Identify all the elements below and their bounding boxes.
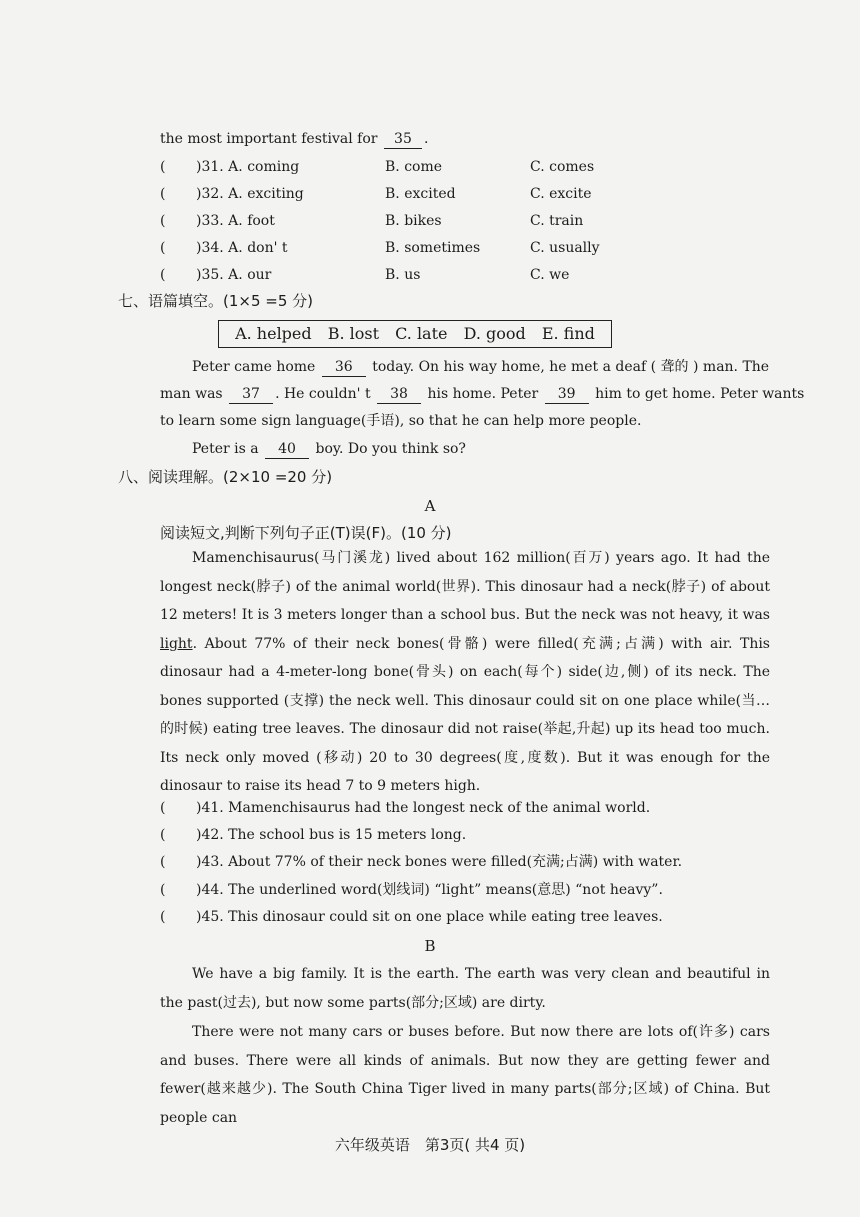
cloze-line-1: Peter came home 36 today. On his way home, he met a deaf ( 聋的 ) man. The xyxy=(192,359,770,375)
cloze-line-3: to learn some sign language(手语), so that he can help more people. xyxy=(160,413,642,429)
underlined-word: light xyxy=(160,635,193,652)
question-44: ( )44. The underlined word(划线词) “light” means(意思) “not heavy”. xyxy=(160,882,663,898)
section-8-title: 八、阅读理解。(2×10 =20 分) xyxy=(118,468,333,486)
word-option: B. lost xyxy=(327,324,380,343)
blank-37: 37 xyxy=(229,385,273,404)
word-option: E. find xyxy=(541,324,595,343)
part-b-label: B xyxy=(424,937,436,955)
word-option: C. late xyxy=(395,324,448,343)
word-option: A. helped xyxy=(235,324,312,343)
blank-35: 35 xyxy=(384,130,422,149)
blank-36: 36 xyxy=(322,358,366,377)
word-option: D. good xyxy=(463,324,526,343)
reading-passage-b-paragraph-1: We have a big family. It is the earth. The earth was very clean and beautiful in the past(过去), but now some parts(部分;区域) are dirty. xyxy=(160,966,770,1011)
question-45: ( )45. This dinosaur could sit on one place while eating tree leaves. xyxy=(160,909,663,925)
reading-passage-b-paragraph-2: There were not many cars or buses before. But now there are lots of(许多) cars and buses. There were all kinds of animals. But now they are getting fewer and fewer(越来越少). The South China Tiger lived in many parts(部分;区域) of China. But people can xyxy=(160,1024,770,1126)
part-a-instruction: 阅读短文,判断下列句子正(T)误(F)。(10 分) xyxy=(160,524,452,542)
word-bank xyxy=(218,320,612,348)
passage-end-line: the most important festival for 35 . xyxy=(160,131,429,147)
part-a-label: A xyxy=(424,497,436,515)
exam-page: the most important festival for 35 . ( )31. A. coming B. come C. comes ( )32. A. exciting B. excited C. excite ( )33. A. foot B. bikes C. train ( )34. A. don' t B. sometimes C. usually ( )35. A. our B. us C. we 七、语篇填空。(1×5 =5 分) A. helped B. lost C. late D. good E. find Peter came home 36 today. On his way home, he met a deaf ( 聋的 ) man. The man was 37 . He couldn' t 38 his home. Peter 39 him to get home. Peter wants to learn some sign language(手语), so that he can help more people. Peter is a 40 boy. Do you think so? 八、阅读理解。(2×10 =20 分) A 阅读短文,判断下列句子正(T)误(F)。(10 分) Mamenchisaurus(马门溪龙) lived about 162 million(百万) years ago. It had the longest neck(脖子) of the animal world(世界). This dinosaur had a neck(脖子) of about 12 meters! It is 3 meters longer than a school bus. But the neck was not heavy, it was light. About 77% of their neck bones(骨骼) were filled(充满;占满) with air. This dinosaur had a 4-meter-long bone(骨头) on each(每个) side(边,侧) of its neck. The bones supported (支撑) the neck well. This dinosaur could sit on one place while(当…的时候) eating tree leaves. The dinosaur did not raise(举起,升起) up its head too much. Its neck only moved (移动) 20 to 30 degrees(度,度数). But it was enough for the dinosaur to raise its head 7 to 9 meters high. ( )41. Mamenchisaurus had the longest neck of the animal world. ( )42. The school bus is 15 meters long. ( )43. About 77% of their neck bones were filled(充满;占满) with water. ( )44. The underlined word(划线词) “light” means(意思) “not heavy”. ( )45. This dinosaur could sit on one place while eating tree leaves. B We have a big family. It is the earth. The earth was very clean and beautiful in the past(过去), but now some parts(部分;区域) are dirty. There were not many cars or buses before. But now there are lots of(许多) cars and buses. There were all kinds of animals. But now they are getting fewer and fewer(越来越少). The South China Tiger lived in many parts(部分;区域) of China. But people can 六年级英语 第3页( 共4 页) xyxy=(0,0,860,1217)
cloze-line-2: man was 37 . He couldn' t 38 his home. Peter 39 him to get home. Peter wants xyxy=(160,386,805,402)
blank-38: 38 xyxy=(377,385,421,404)
page-footer: 六年级英语 第3页( 共4 页) xyxy=(334,1136,526,1154)
blank-40: 40 xyxy=(265,440,309,459)
blank-39: 39 xyxy=(545,385,589,404)
cloze-line-4: Peter is a 40 boy. Do you think so? xyxy=(192,441,466,457)
question-42: ( )42. The school bus is 15 meters long. xyxy=(160,827,467,843)
section-7-title: 七、语篇填空。(1×5 =5 分) xyxy=(118,292,314,310)
reading-passage-a: Mamenchisaurus(马门溪龙) lived about 162 million(百万) years ago. It had the longest neck(脖子) of the animal world(世界). This dinosaur had a neck(脖子) of about 12 meters! It is 3 meters longer than a school bus. But the neck was not heavy, it was light. About 77% of their neck bones(骨骼) were filled(充满;占满) with air. This dinosaur had a 4-meter-long bone(骨头) on each(每个) side(边,侧) of its neck. The bones supported (支撑) the neck well. This dinosaur could sit on one place while(当…的时候) eating tree leaves. The dinosaur did not raise(举起,升起) up its head too much. Its neck only moved (移动) 20 to 30 degrees(度,度数). But it was enough for the dinosaur to raise its head 7 to 9 meters high. xyxy=(160,550,770,794)
question-43: ( )43. About 77% of their neck bones were filled(充满;占满) with water. xyxy=(160,854,683,870)
question-41: ( )41. Mamenchisaurus had the longest neck of the animal world. xyxy=(160,800,651,816)
